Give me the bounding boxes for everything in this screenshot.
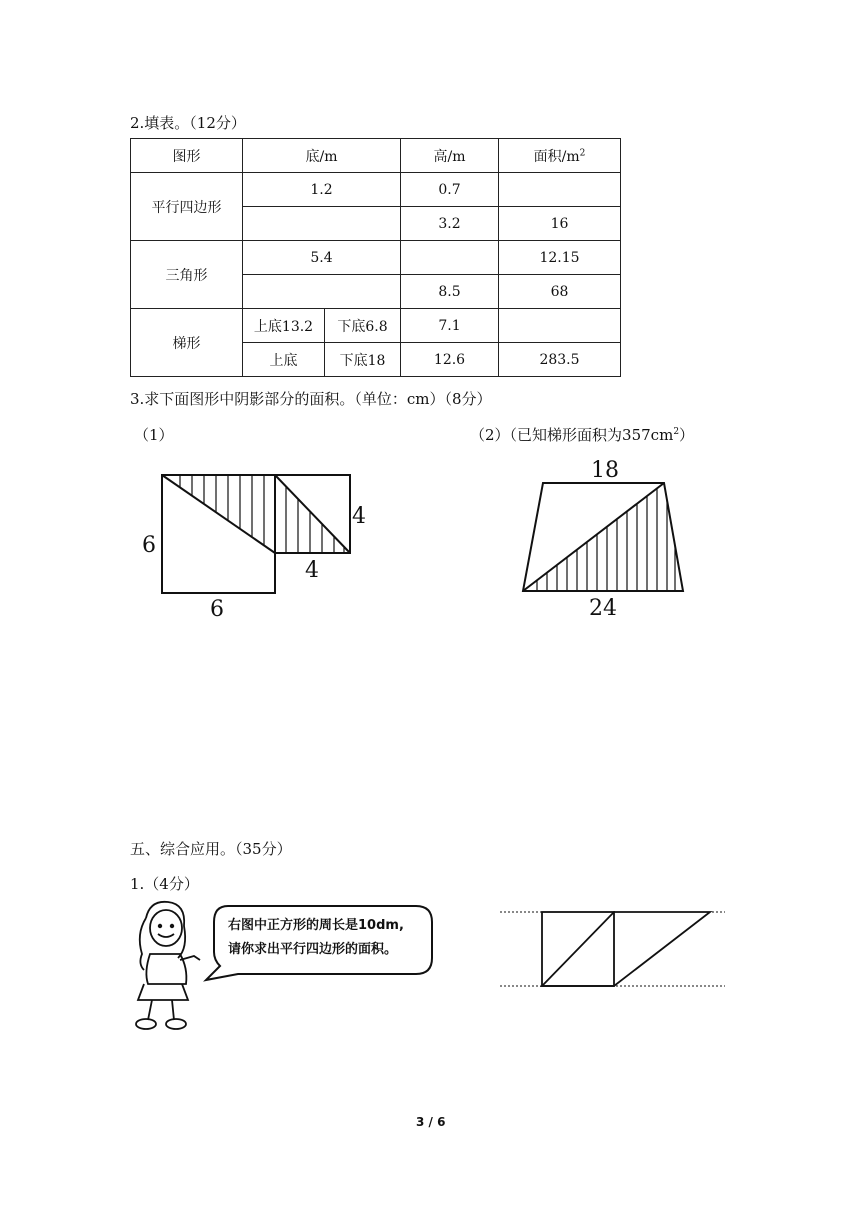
cell-height[interactable] — [401, 241, 499, 275]
cell-area[interactable] — [499, 309, 621, 343]
cell-height: 7.1 — [401, 309, 499, 343]
dim-right: 4 — [352, 504, 366, 529]
cell-top-base: 上底13.2 — [243, 309, 325, 343]
dim-top: 18 — [591, 458, 619, 483]
fill-in-table — [130, 138, 621, 377]
girl-smile — [158, 934, 174, 937]
shaded-region-2 — [286, 465, 344, 565]
header-area — [499, 139, 621, 173]
dim-left: 6 — [142, 533, 156, 558]
header-height: 高/m — [401, 139, 499, 173]
table-row — [131, 173, 621, 207]
fig1-label: （1） — [134, 426, 174, 444]
fig2-label-text: （2）（已知梯形面积为357cm — [470, 426, 674, 444]
diagonal-line — [162, 475, 275, 553]
cell-area: 16 — [499, 207, 621, 241]
cell-height: 3.2 — [401, 207, 499, 241]
label-triangle: 三角形 — [131, 241, 243, 309]
label-parallelogram: 平行四边形 — [131, 173, 243, 241]
label-trapezoid: 梯形 — [131, 309, 243, 377]
girl-eye — [170, 924, 174, 928]
table-row — [131, 309, 621, 343]
cell-area: 12.15 — [499, 241, 621, 275]
header-shape: 图形 — [131, 139, 243, 173]
header-base: 底/m — [243, 139, 401, 173]
cell-bottom-base: 下底6.8 — [325, 309, 401, 343]
large-square — [162, 475, 275, 593]
table-header-row — [131, 139, 621, 173]
parallelogram — [542, 912, 710, 986]
cell-base: 1.2 — [243, 173, 401, 207]
cell-area[interactable] — [499, 173, 621, 207]
girl-shoe — [136, 1019, 156, 1029]
header-area-sup: 2 — [579, 147, 586, 158]
header-area-text: 面积/m — [533, 148, 580, 165]
figure-1-squares — [130, 465, 390, 630]
q1-heading: 1.（4分） — [130, 875, 199, 893]
figure-2-trapezoid — [515, 455, 705, 625]
q3-heading: 3.求下面图形中阴影部分的面积。（单位：cm）（8分） — [130, 390, 492, 408]
dim-bottom: 6 — [210, 597, 224, 622]
square-parallelogram-figure — [500, 902, 730, 997]
fig2-label — [470, 424, 694, 445]
cell-area: 283.5 — [499, 343, 621, 377]
section5-heading: 五、综合应用。（35分） — [130, 840, 292, 858]
cell-height: 12.6 — [401, 343, 499, 377]
fig2-label-end: ） — [679, 426, 695, 444]
girl-hair-left — [140, 918, 146, 970]
girl-illustration — [128, 898, 208, 1038]
cell-area: 68 — [499, 275, 621, 309]
fig2-label-sup: 2 — [673, 427, 680, 437]
girl-eye — [158, 924, 162, 928]
dim-bottom: 24 — [589, 596, 617, 621]
diagonal-line — [523, 483, 664, 591]
shaded-region-1 — [180, 465, 264, 565]
cell-base[interactable] — [243, 207, 401, 241]
girl-face — [150, 910, 182, 946]
girl-legs — [148, 1000, 174, 1020]
table-row — [131, 241, 621, 275]
girl-body — [146, 954, 186, 984]
q2-heading: 2.填表。（12分） — [130, 114, 246, 132]
cell-height: 8.5 — [401, 275, 499, 309]
cell-top-base[interactable]: 上底 — [243, 343, 325, 377]
girl-skirt — [138, 984, 188, 1000]
bubble-line-1: 右图中正方形的周长是10dm, — [228, 918, 404, 933]
cell-base: 5.4 — [243, 241, 401, 275]
cell-bottom-base: 下底18 — [325, 343, 401, 377]
cell-height: 0.7 — [401, 173, 499, 207]
cell-base[interactable] — [243, 275, 401, 309]
dim-small-bottom: 4 — [305, 558, 319, 583]
page-number: 3 / 6 — [416, 1115, 446, 1129]
girl-shoe — [166, 1019, 186, 1029]
bubble-line-2: 请你求出平行四边形的面积。 — [228, 942, 398, 957]
